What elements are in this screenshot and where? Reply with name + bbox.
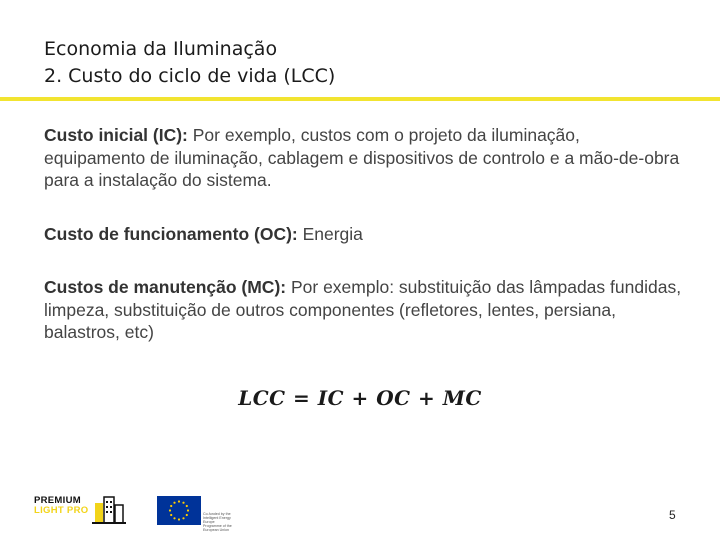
logo-wordmark-line-2: LIGHT PRO [34, 505, 89, 516]
eu-star [182, 502, 184, 504]
premium-light-pro-logo [34, 493, 126, 527]
title-line-1: Economia da Iluminação [44, 38, 278, 60]
term-maintenance-cost: Custos de manutenção (MC): [44, 277, 287, 297]
eu-cofunding-logo [157, 496, 233, 532]
eu-star [173, 517, 175, 519]
building-icon [92, 493, 126, 525]
paragraph-initial-cost [44, 124, 684, 192]
text-initial-cost: Por exemplo, custos com o projeto da iluminação, equipamento de iluminação, cablagem e dispositivos de controlo e a mão-de-obra para a instalação do sistema. [44, 125, 680, 190]
term-operating-cost: Custo de funcionamento (OC): [44, 223, 298, 244]
text-operating-cost: Energia [297, 223, 363, 244]
eu-star [186, 505, 188, 507]
paragraph-maintenance-cost [44, 276, 684, 344]
logo-wordmark-line-1: PREMIUM [34, 495, 81, 506]
term-initial-cost: Custo inicial (IC): [44, 125, 188, 145]
eu-star [178, 518, 180, 520]
eu-star [178, 500, 180, 502]
eu-star [170, 505, 172, 507]
title-divider [0, 97, 720, 101]
paragraph-operating-cost [44, 223, 684, 246]
eu-star [182, 517, 184, 519]
eu-star [170, 514, 172, 516]
text-maintenance-cost: Por exemplo: substituição das lâmpadas fundidas, limpeza, substituição de outros componentes (refletores, lentes, persiana, balastros, etc) [44, 277, 682, 342]
content-body [44, 124, 684, 375]
eu-flag-icon [157, 496, 201, 525]
eu-star [173, 502, 175, 504]
eu-star [169, 509, 171, 511]
lcc-formula: LCC = IC + OC + MC [238, 386, 482, 410]
eu-star [186, 514, 188, 516]
eu-caption: Co-funded by the Intelligent Energy Europe Programme of the European Union [203, 512, 232, 532]
slide-title [44, 36, 335, 90]
eu-star [187, 509, 189, 511]
page-number: 5 [669, 508, 676, 522]
title-line-2: 2. Custo do ciclo de vida (LCC) [44, 65, 336, 87]
